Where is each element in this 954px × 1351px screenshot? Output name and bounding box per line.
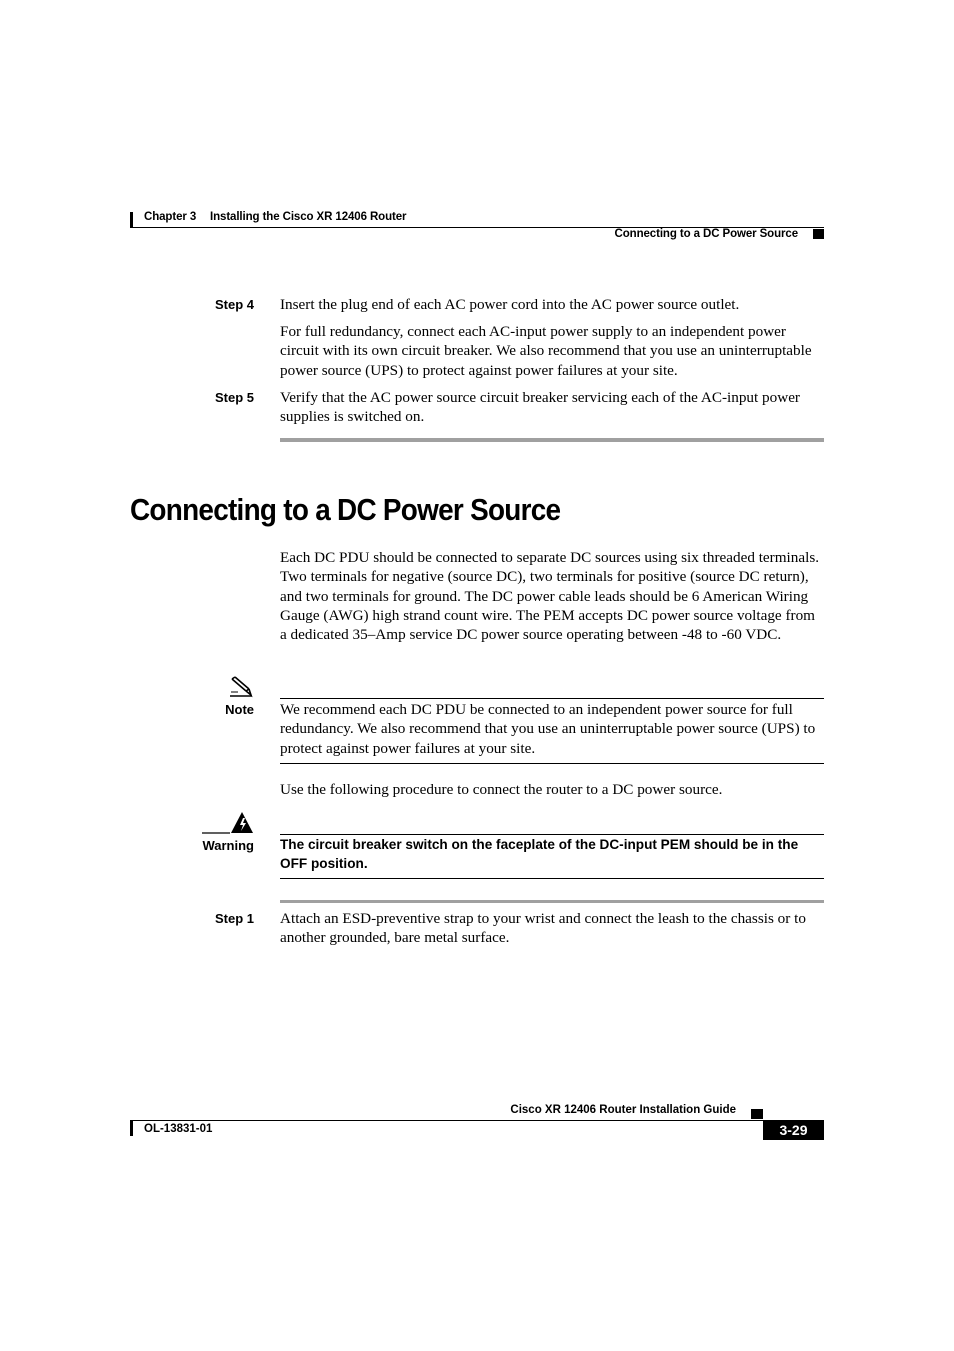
header-section-title: Connecting to a DC Power Source — [614, 228, 798, 240]
header-square-marker — [813, 229, 824, 239]
footer-doc-number: OL-13831-01 — [144, 1123, 213, 1135]
step-1-text: Attach an ESD-preventive strap to your wrist and connect the leash to the chassis or to another grounded, bare metal surface. — [280, 910, 806, 947]
step-5-label: Step 5 — [214, 390, 254, 405]
footer-left-bar — [130, 1121, 133, 1136]
header-left-bar — [130, 212, 133, 227]
section-title: Connecting to a DC Power Source — [130, 492, 561, 527]
intro-paragraph: Each DC PDU should be connected to separate DC sources using six threaded terminals. Two terminals for negative (source DC), two terminals for positive (source DC return), and two terminals for ground. The DC power cable leads should be 6 American Wiring Gauge (AWG) high strand count wire. The PEM accepts DC power source voltage from a dedicated 35–Amp service DC power source operating between -48 to -60 VDC. — [280, 549, 820, 644]
footer-page-number: 3-29 — [763, 1121, 824, 1140]
footer-square-marker — [751, 1109, 763, 1119]
procedure-end-rule — [280, 438, 824, 442]
step-5-text: Verify that the AC power source circuit breaker servicing each of the AC-input power supplies is switched on. — [280, 389, 800, 426]
step-4-redundancy-text: For full redundancy, connect each AC-input power supply to an independent power circuit with its own circuit breaker. We also recommend that you use an uninterruptable power source (UPS) to protect against power failures at your site. — [280, 323, 812, 379]
header-chapter-title: Installing the Cisco XR 12406 Router — [210, 211, 407, 223]
step-4-text: Insert the plug end of each AC power cord into the AC power source outlet. — [280, 296, 740, 313]
procedure-start-rule — [280, 900, 824, 903]
warning-triangle-icon — [202, 810, 254, 834]
warning-label: Warning — [202, 838, 254, 853]
footer-rule — [130, 1120, 824, 1121]
procedure-intro-text: Use the following procedure to connect the router to a DC power source. — [280, 781, 723, 798]
warning-top-rule — [280, 834, 824, 835]
footer-guide-title: Cisco XR 12406 Router Installation Guide — [510, 1104, 736, 1116]
note-text: We recommend each DC PDU be connected to an independent power source for full redundancy. We also recommend that you use an uninterruptable power source (UPS) to protect against power failures at your site. — [280, 701, 816, 757]
header-chapter: Chapter 3 — [144, 211, 197, 223]
step-1-label: Step 1 — [214, 911, 254, 926]
pencil-note-icon — [228, 676, 254, 698]
warning-bottom-rule — [280, 878, 824, 879]
note-label: Note — [225, 702, 254, 717]
warning-text: The circuit breaker switch on the faceplate of the DC-input PEM should be in the OFF position. — [280, 837, 799, 871]
step-4-label: Step 4 — [214, 297, 254, 312]
note-bottom-rule — [280, 763, 824, 764]
note-top-rule — [280, 698, 824, 699]
